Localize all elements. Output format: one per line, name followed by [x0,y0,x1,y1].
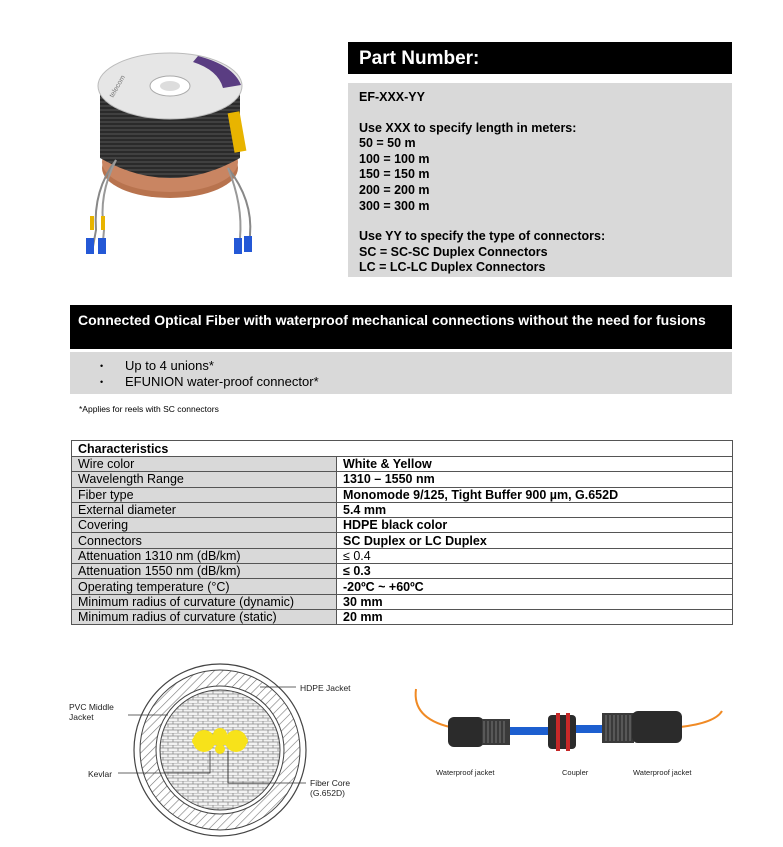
row-label: Wavelength Range [72,472,337,487]
row-value: SC Duplex or LC Duplex [337,533,733,548]
bullet-icon: • [100,361,104,371]
row-value: 1310 – 1550 nm [337,472,733,487]
row-value: ≤ 0.4 [337,548,733,563]
features-list [70,352,732,394]
row-value: -20ºC ~ +60ºC [337,579,733,594]
connector-option: SC = SC-SC Duplex Connectors [359,244,548,259]
length-option: 150 = 150 m [359,167,430,182]
table-row [72,609,733,624]
row-value: ≤ 0.3 [337,564,733,579]
feature-item [100,374,732,390]
fiber-core-label: (G.652D) [310,788,345,798]
table-row [72,548,733,563]
table-row [72,502,733,517]
characteristics-table [71,440,733,625]
row-value: 20 mm [337,609,733,624]
length-option: 50 = 50 m [359,136,416,151]
table-row [72,579,733,594]
part-number-heading: Part Number: [348,42,732,74]
length-intro: Use XXX to specify length in meters: [359,120,577,135]
row-label: External diameter [72,502,337,517]
waterproof-connector-image [410,683,726,768]
table-header-row [72,441,733,457]
pvc-middle-jacket-label: PVC Middle [69,702,114,712]
table-heading: Characteristics [72,441,733,457]
part-number-panel [348,83,732,277]
bullet-icon: • [100,377,104,387]
connector-intro: Use YY to specify the type of connectors: [359,229,606,244]
footnote: *Applies for reels with SC connectors [79,404,219,414]
length-option: 100 = 100 m [359,151,430,166]
feature-text: EFUNION water-proof connector* [125,374,319,389]
row-label: Wire color [72,457,337,472]
length-option: 200 = 200 m [359,182,430,197]
row-label: Covering [72,518,337,533]
hdpe-jacket-label: HDPE Jacket [300,683,351,693]
feature-text: Up to 4 unions* [125,358,214,373]
row-label: Minimum radius of curvature (dynamic) [72,594,337,609]
table-row [72,457,733,472]
row-label: Fiber type [72,487,337,502]
cable-reel-image [68,40,280,268]
pvc-middle-jacket-label: Jacket [69,712,94,722]
waterproof-jacket-left-label: Waterproof jacket [436,768,495,777]
connector-option: LC = LC-LC Duplex Connectors [359,260,546,275]
row-value: White & Yellow [337,457,733,472]
kevlar-label: Kevlar [88,769,113,779]
row-label: Attenuation 1550 nm (dB/km) [72,564,337,579]
row-value: HDPE black color [337,518,733,533]
length-option: 300 = 300 m [359,198,430,213]
table-row [72,472,733,487]
coupler-label: Coupler [562,768,589,777]
row-value: 5.4 mm [337,502,733,517]
part-number-code: EF-XXX-YY [359,90,425,104]
table-row [72,533,733,548]
row-label: Attenuation 1310 nm (dB/km) [72,548,337,563]
features-heading: Connected Optical Fiber with waterproof mechanical connections without the need for fusions [70,305,732,349]
table-row [72,594,733,609]
row-label: Operating temperature (°C) [72,579,337,594]
row-value: Monomode 9/125, Tight Buffer 900 µm, G.652D [337,487,733,502]
feature-item [100,358,732,374]
reel-logo-text: telecom [108,74,127,99]
table-row [72,487,733,502]
row-label: Connectors [72,533,337,548]
row-value: 30 mm [337,594,733,609]
table-row [72,518,733,533]
row-label: Minimum radius of curvature (static) [72,609,337,624]
table-row [72,564,733,579]
fiber-core-label: Fiber Core [310,778,351,788]
waterproof-jacket-right-label: Waterproof jacket [633,768,692,777]
